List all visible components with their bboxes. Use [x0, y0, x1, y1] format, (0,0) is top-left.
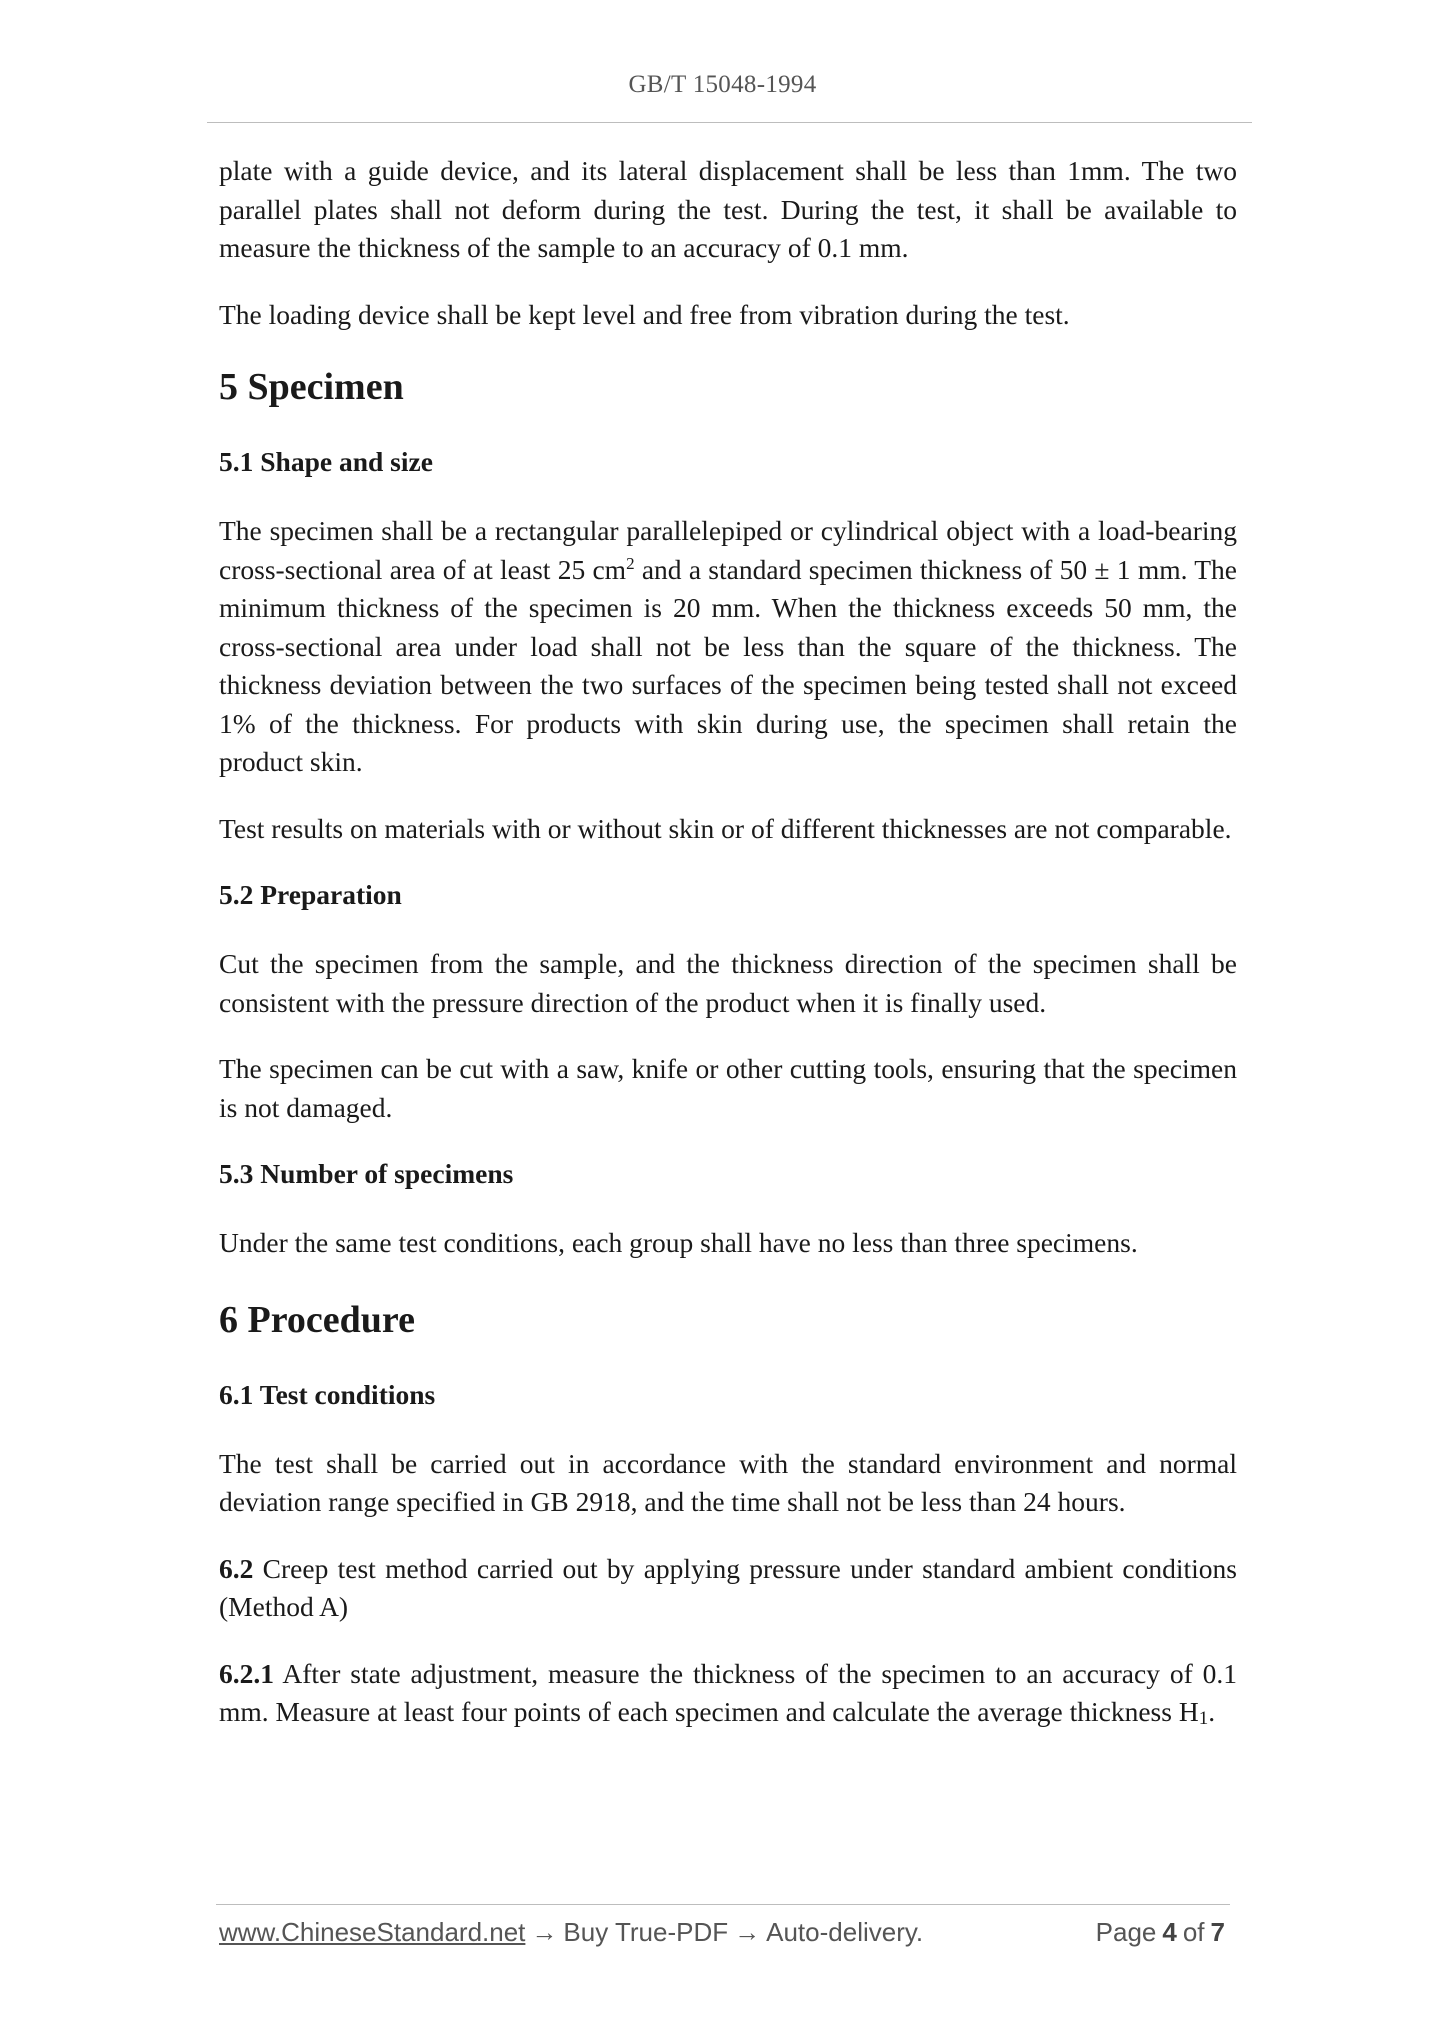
current-page-number: 4 — [1162, 1917, 1177, 1947]
clause-number-6-2-1: 6.2.1 — [219, 1657, 274, 1689]
auto-delivery-text: Auto-delivery. — [766, 1917, 924, 1947]
footer-divider — [216, 1904, 1230, 1905]
footer-promo — [219, 1917, 923, 1948]
paragraph-comparability: Test results on materials with or without skin or of different thicknesses are not comparable. — [219, 812, 1232, 844]
arrow-right-icon: → — [531, 1917, 558, 1947]
superscript-squared: 2 — [626, 553, 635, 573]
paragraph-loading-level: The loading device shall be kept level and free from vibration during the test. — [219, 298, 1070, 330]
page-label: Page — [1095, 1917, 1157, 1947]
paragraph-method-a — [219, 1550, 1237, 1627]
website-link[interactable]: www.ChineseStandard.net — [219, 1917, 526, 1947]
clause-text-6-2: Creep test method carried out by applying pressure under standard ambient conditions (Method A) — [219, 1552, 1237, 1622]
total-page-number: 7 — [1210, 1917, 1225, 1947]
paragraph-loading-plate: plate with a guide device, and its lateral displacement shall be less than 1mm. The two parallel plates shall not deform during the test. During the test, it shall be available to measure the thickness of the sample to an accuracy of 0.1 mm. — [219, 155, 1237, 263]
subsection-heading-test-conditions: 6.1 Test conditions — [219, 1378, 436, 1410]
document-body — [219, 152, 1237, 1760]
section-heading-procedure: 6 Procedure — [219, 1298, 415, 1341]
paragraph-thickness-measurement — [219, 1655, 1237, 1732]
buy-pdf-text: Buy True-PDF — [563, 1917, 729, 1947]
paragraph-shape-size — [219, 512, 1237, 782]
section-heading-specimen: 5 Specimen — [219, 366, 404, 408]
paragraph-shape-size-part-b: and a standard specimen thickness of 50 ± 1 mm. The minimum thickness of the specimen is 20 mm. When the thickness exceeds 50 mm, the cross-sectional area under load shall not be less than the square of the thickness. The thickness deviation between the two surfaces of the specimen being tested shall not exceed 1% of the thickness. For products with skin during use, the specimen shall retain the product skin. — [219, 553, 1238, 777]
subsection-heading-shape-size: 5.1 Shape and size — [219, 446, 433, 477]
header-divider — [207, 122, 1252, 123]
document-header-title: GB/T 15048-1994 — [628, 71, 817, 98]
subscript-h1: 1 — [1198, 1708, 1209, 1729]
paragraph-number-of-specimens: Under the same test conditions, each group shall have no less than three specimens. — [219, 1227, 1138, 1258]
paragraph-test-conditions: The test shall be carried out in accordance with the standard environment and normal deviation range specified in GB 2918, and the time shall not be less than 24 hours. — [219, 1447, 1237, 1517]
subsection-heading-number-of-specimens: 5.3 Number of specimens — [219, 1158, 514, 1189]
arrow-right-icon: → — [734, 1917, 761, 1947]
paragraph-cutting-tools: The specimen can be cut with a saw, knife or other cutting tools, ensuring that the specimen is not damaged. — [219, 1053, 1237, 1123]
clause-text-6-2-1: After state adjustment, measure the thickness of the specimen to an accuracy of 0.1 mm. Measure at least four points of each specimen and calculate the average thickness H — [219, 1657, 1237, 1727]
paragraph-cut-direction: Cut the specimen from the sample, and the thickness direction of the specimen shall be consistent with the pressure direction of the product when it is finally used. — [219, 948, 1237, 1018]
page-of-label: of — [1182, 1917, 1205, 1947]
subsection-heading-preparation: 5.2 Preparation — [219, 879, 402, 910]
page-indicator — [1096, 1917, 1231, 1948]
page-footer — [219, 1917, 1231, 1957]
clause-end-6-2-1: . — [1208, 1696, 1216, 1727]
clause-number-6-2: 6.2 — [219, 1552, 254, 1584]
paragraph-shape-size-part-a: The specimen shall be a rectangular parallelepiped or cylindrical object with a load-bearing cross-sectional area of at least 25 cm — [219, 515, 1237, 585]
